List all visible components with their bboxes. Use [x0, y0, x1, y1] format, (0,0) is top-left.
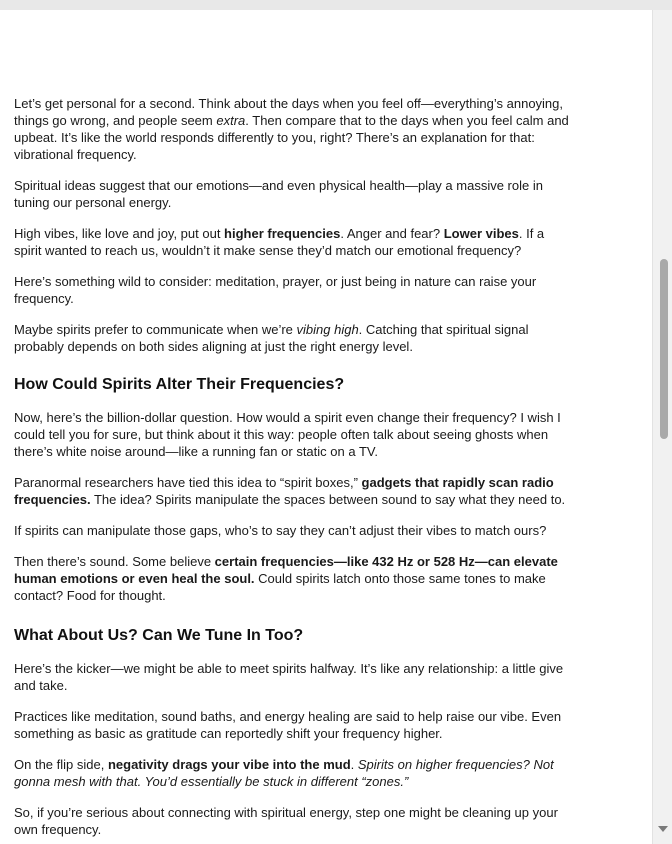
text: High vibes, like love and joy, put out: [14, 226, 225, 241]
text: On the flip side,: [14, 757, 108, 772]
article-body: [14, 95, 570, 844]
text: The idea? Spirits manipulate the spaces between sound to say what they need to.: [90, 492, 566, 507]
paragraph: Spiritual ideas suggest that our emotions—and even physical health—play a massive role in tuning our personal energy.: [14, 178, 543, 210]
chevron-down-icon[interactable]: [658, 826, 668, 832]
text: .: [350, 757, 358, 772]
text: Then there’s sound. Some believe: [14, 554, 215, 569]
text: . Then compare that to the days when you feel calm and upbeat. It’s like the world responds differently to you, right? There’s an explanation for that: vibrational frequency.: [14, 113, 569, 162]
paragraph: [14, 225, 570, 259]
bold-text: gadgets that rapidly scan radio frequencies.: [14, 475, 554, 507]
bold-text: Lower vibes: [443, 226, 519, 241]
paragraph: Here’s the kicker—we might be able to meet spirits halfway. It’s like any relationship: a little give and take.: [14, 661, 564, 693]
text: . Anger and fear?: [340, 226, 444, 241]
article-page: [0, 10, 652, 844]
paragraph: [14, 321, 570, 355]
emphasis-text: vibing high: [296, 322, 359, 337]
emphasis-text: Spirits on higher frequencies? Not gonna mesh with that. You’d essentially be stuck in different “zones.”: [14, 757, 554, 789]
section-heading: How Could Spirits Alter Their Frequencies?: [14, 376, 345, 393]
bold-text: certain frequencies—like 432 Hz or 528 Hz—can elevate human emotions or even heal the soul.: [14, 554, 558, 586]
text: . If a spirit wanted to reach us, wouldn’t it make sense they’d match our emotional frequency?: [14, 226, 545, 258]
paragraph: Now, here’s the billion-dollar question. How would a spirit even change their frequency? I wish I could tell you for sure, but think about it this way: people often talk about seeing ghosts when there’s white noise around—like a running fan or static on a TV.: [14, 410, 561, 459]
bold-text: negativity drags your vibe into the mud: [107, 757, 351, 772]
paragraph: So, if you’re serious about connecting with spiritual energy, step one might be cleaning up your own frequency.: [14, 805, 558, 837]
paragraph: [14, 95, 570, 163]
paragraph: [14, 474, 570, 508]
text: Let’s get personal for a second. Think about the days when you feel off—everything’s annoying, things go wrong, and people seem: [14, 96, 564, 128]
emphasis-text: extra: [216, 113, 246, 128]
text: Maybe spirits prefer to communicate when we’re: [14, 322, 297, 337]
bold-text: higher frequencies: [224, 226, 341, 241]
paragraph: [14, 756, 570, 790]
text: Paranormal researchers have tied this idea to “spirit boxes,”: [14, 475, 362, 490]
section-heading: What About Us? Can We Tune In Too?: [14, 627, 304, 644]
scrollbar-thumb[interactable]: [660, 259, 668, 439]
text: Could spirits latch onto those same tones to make contact? Food for thought.: [14, 571, 546, 603]
paragraph: Here’s something wild to consider: meditation, prayer, or just being in nature can raise your frequency.: [14, 274, 537, 306]
paragraph: Practices like meditation, sound baths, and energy healing are said to help raise our vibe. Even something as basic as gratitude can reportedly shift your frequency higher.: [14, 709, 562, 741]
text: . Catching that spiritual signal probably depends on both sides aligning at just the right energy level.: [14, 322, 529, 354]
vertical-scrollbar[interactable]: [652, 10, 672, 844]
paragraph: [14, 553, 570, 604]
paragraph: If spirits can manipulate those gaps, who’s to say they can’t adjust their vibes to match ours?: [14, 523, 547, 538]
